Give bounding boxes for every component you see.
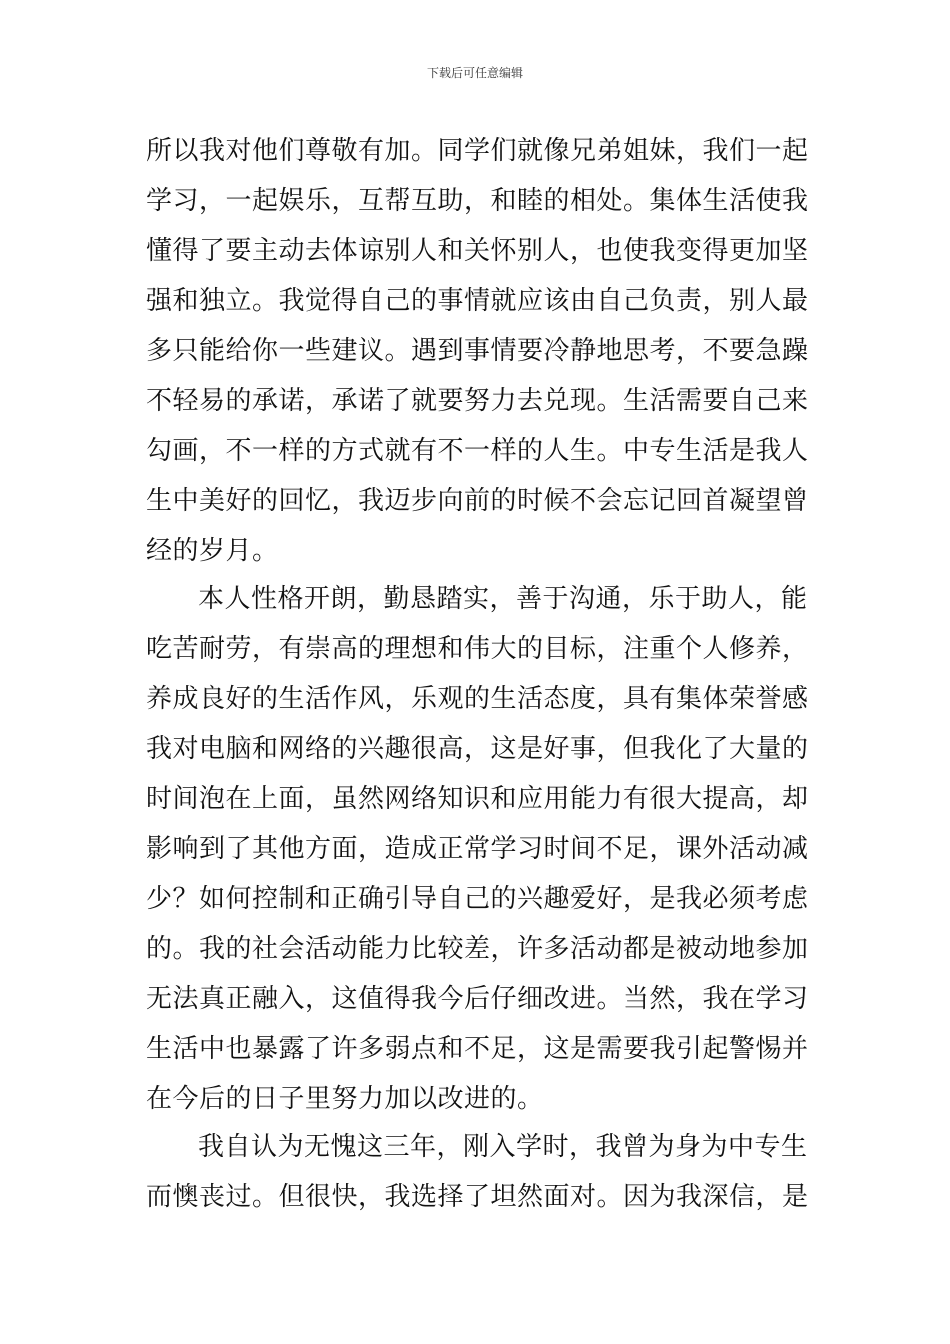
- text-line: 影响到了其他方面，造成正常学习时间不足，课外活动减: [146, 834, 809, 864]
- text-line: 的。我的社会活动能力比较差，许多活动都是被动地参加: [146, 934, 809, 964]
- text-line: 生活中也暴露了许多弱点和不足，这是需要我引起警惕并: [146, 1034, 809, 1064]
- text-line: 我对电脑和网络的兴趣很高，这是好事，但我化了大量的: [146, 734, 809, 764]
- text-line: 养成良好的生活作风，乐观的生活态度，具有集体荣誉感: [146, 684, 809, 714]
- paragraph-start: 本人性格开朗，勤恳踏实，善于沟通，乐于助人，能: [198, 584, 808, 614]
- text-line: 经的岁月。: [146, 536, 279, 566]
- paragraph-start: 我自认为无愧这三年，刚入学时，我曾为身为中专生: [198, 1132, 808, 1162]
- text-line: 生中美好的回忆，我迈步向前的时候不会忘记回首凝望曾: [146, 486, 809, 516]
- text-line: 勾画，不一样的方式就有不一样的人生。中专生活是我人: [146, 436, 809, 466]
- text-line: 时间泡在上面，虽然网络知识和应用能力有很大提高，却: [146, 784, 809, 814]
- text-line: 所以我对他们尊敬有加。同学们就像兄弟姐妹，我们一起: [146, 136, 809, 166]
- text-line: 强和独立。我觉得自己的事情就应该由自己负责，别人最: [146, 286, 809, 316]
- text-line: 少？如何控制和正确引导自己的兴趣爱好，是我必须考虑: [146, 884, 809, 914]
- text-line: 多只能给你一些建议。遇到事情要冷静地思考，不要急躁: [146, 336, 809, 366]
- text-line: 而懊丧过。但很快，我选择了坦然面对。因为我深信，是: [146, 1182, 809, 1212]
- text-line: 不轻易的承诺，承诺了就要努力去兑现。生活需要自己来: [146, 386, 809, 416]
- text-line: 懂得了要主动去体谅别人和关怀别人，也使我变得更加坚: [146, 236, 809, 266]
- text-line: 吃苦耐劳，有崇高的理想和伟大的目标，注重个人修养，: [146, 634, 809, 664]
- text-line: 在今后的日子里努力加以改进的。: [146, 1084, 544, 1114]
- text-line: 学习，一起娱乐，互帮互助，和睦的相处。集体生活使我: [146, 186, 809, 216]
- text-line: 无法真正融入，这值得我今后仔细改进。当然，我在学习: [146, 984, 809, 1014]
- header-note: 下载后可任意编辑: [426, 66, 523, 80]
